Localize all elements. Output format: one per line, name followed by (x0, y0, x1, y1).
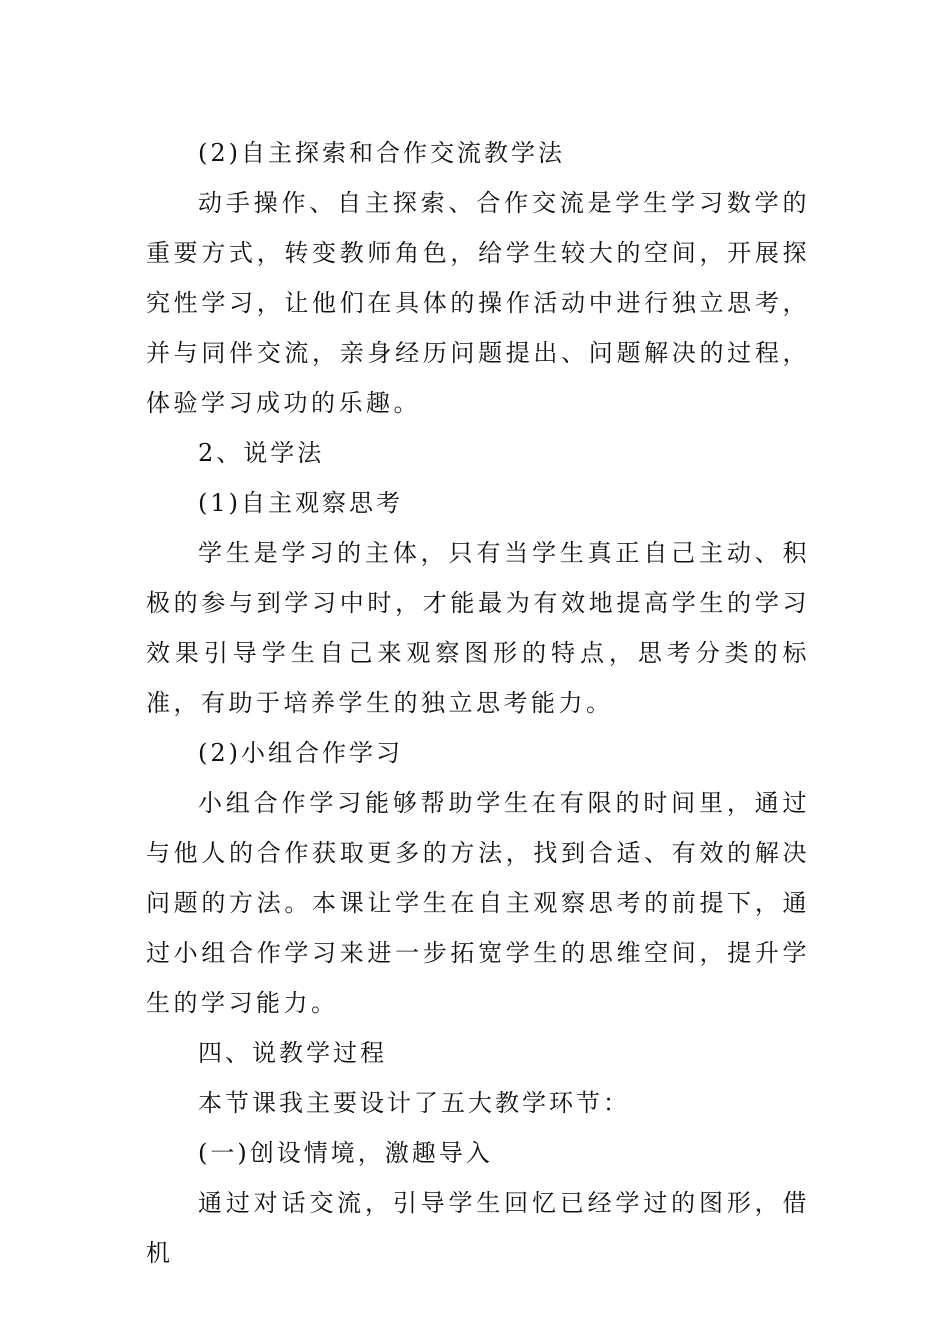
paragraph-observation: 学生是学习的主体，只有当学生真正自己主动、积极的参与到学习中时，才能最为有效地提高学生的学习效果引导学生自己来观察图形的特点，思考分类的标准，有助于培养学生的独立思考能力。 (146, 539, 810, 717)
section-intro-five-steps: 本节课我主要设计了五大教学环节： (198, 1089, 630, 1117)
section-heading-teaching-method: (2)自主探索和合作交流教学法 (198, 139, 565, 167)
paragraph-teaching-method: 动手操作、自主探索、合作交流是学生学习数学的重要方式，转变教师角色，给学生较大的空间，开展探究性学习，让他们在具体的操作活动中进行独立思考，并与同伴交流，亲身经历问题提出、问题解决的过程，体验学习成功的乐趣。 (146, 189, 810, 417)
paragraph-group-study: 小组合作学习能够帮助学生在有限的时间里，通过与他人的合作获取更多的方法，找到合适、有效的解决问题的方法。本课让学生在自主观察思考的前提下，通过小组合作学习来进一步拓宽学生的思维空间，提升学生的学习能力。 (146, 789, 810, 1017)
section-heading-step-one: (一)创设情境，激趣导入 (198, 1139, 493, 1167)
document-body (146, 128, 810, 1278)
section-heading-group-study: (2)小组合作学习 (198, 739, 403, 767)
section-heading-learning-method: 2、说学法 (198, 439, 325, 467)
paragraph-step-one: 通过对话交流，引导学生回忆已经学过的图形，借机 (146, 1189, 810, 1267)
section-heading-observation: (1)自主观察思考 (198, 489, 403, 517)
section-heading-teaching-process: 四、说教学过程 (198, 1039, 387, 1067)
